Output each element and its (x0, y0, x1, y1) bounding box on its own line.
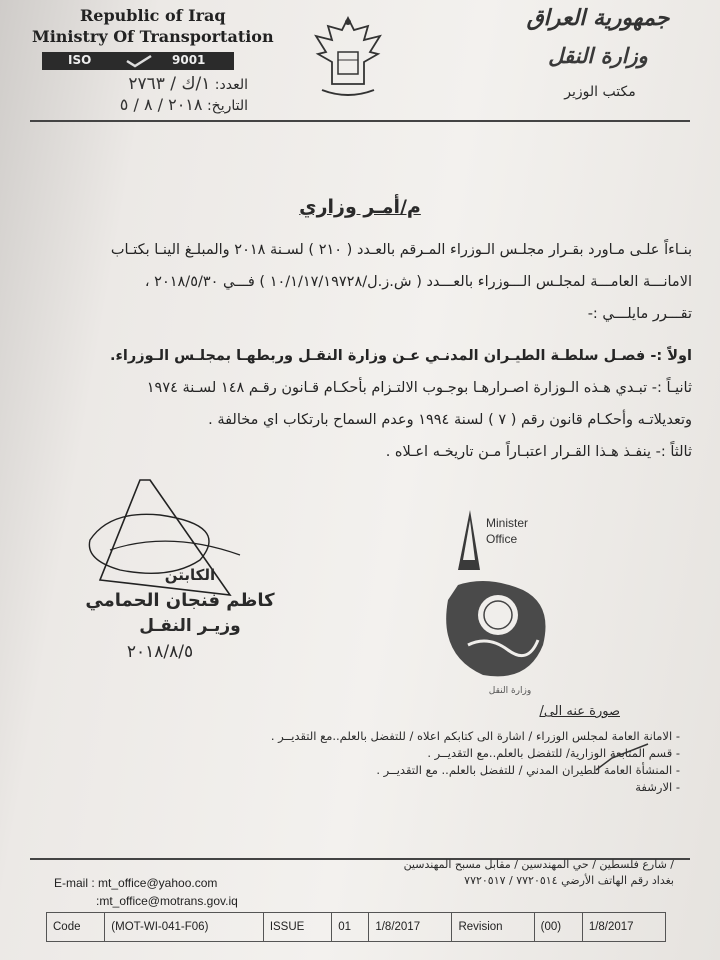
issue-label: ISSUE (263, 912, 331, 942)
copies-item-4: - الارشفة (635, 780, 680, 794)
revision-date: 1/8/2017 (582, 912, 665, 942)
header-country-en: Republic of Iraq (80, 6, 226, 25)
header-country-ar: جمهورية العراق (526, 6, 670, 31)
signature-date: ٢٠١٨/٨/٥ (126, 642, 194, 662)
signatory-name: كاظم فنجان الحمامي (85, 590, 275, 611)
email-primary: mt_office@yahoo.com (98, 876, 218, 890)
iso-band (42, 52, 234, 70)
copies-heading: صورة عنه الى/ (539, 704, 620, 719)
reference-number: ١/ك / ٢٧٦٣ (128, 74, 211, 94)
reference-label: العدد: (214, 77, 248, 93)
revision-value: (00) (534, 912, 582, 942)
header-divider (30, 120, 690, 122)
footer-email-row (54, 876, 217, 890)
iraq-emblem-icon (308, 12, 388, 102)
order-item-1: اولاً :- فصـل سلطـة الطيـران المدنـي عـن وزارة النقـل وربطهـا بمجلـس الـوزراء. (110, 348, 692, 364)
footer-address-line-2: بغداد رقم الهاتف الأرضي ٧٧٢٠٥١٤ / ٧٧٢٠٥١٧ (464, 874, 674, 887)
copies-item-1: - الامانة العامة لمجلس الوزراء / اشارة الى كتابكم اعلاه / للتفضل بالعلم..مع التقديــر . (270, 729, 680, 743)
issue-date: 1/8/2017 (369, 912, 452, 942)
revision-label: Revision (452, 912, 534, 942)
code-value: (MOT-WI-041-F06) (105, 912, 264, 942)
code-label: Code (47, 912, 105, 942)
footer-address-line-1: / شارع فلسطين / حي المهندسين / مقابل مسبح المهندسين (403, 858, 674, 871)
stamp-line-1: Minister (486, 516, 529, 530)
copies-item-3: - المنشأة العامة للطيران المدني / للتفضل بالعلم.. مع التقديــر . (376, 763, 680, 777)
order-item-2-line-1: ثانيـاً :- تبـدي هـذه الـوزارة اصـرارهـا بوجـوب الالتـزام بأحكـام قـانون رقـم ١٤٨ لسـنة ١٩٧٤ (146, 380, 692, 396)
header-ministry-en: Ministry Of Transportation (32, 27, 274, 46)
date-label: التاريخ: (206, 98, 248, 114)
date-row (78, 95, 248, 114)
iso-check-icon (124, 54, 154, 68)
header-ministry-ar: وزارة النقل (548, 44, 648, 68)
stamp-text-ar: وزارة النقل (488, 686, 532, 696)
reference-row (68, 74, 248, 94)
iso-right-label: 9001 (172, 53, 206, 67)
order-item-3: ثالثاً :- ينفـذ هـذا القـرار اعتبـاراً مـن تاريخـه اعـلاه . (385, 444, 692, 460)
order-item-2-line-2: وتعديلاتـه وأحكـام قانون رقم ( ٧ ) لسنة ١٩٩٤ وعدم السماح بارتكاب اي مخالفة . (208, 412, 692, 428)
paragraph-line-1: بنـاءاً علـى مـاورد بقـرار مجلـس الـوزراء المـرقم بالعـدد ( ٢١٠ ) لسـنة ٢٠١٨ والمبلـغ الينـا بكتـاب (110, 242, 692, 258)
iso-left-label: ISO (68, 53, 92, 67)
date-value: ٢٠١٨ / ٨ / ٥ (119, 95, 203, 114)
order-title: م/أمـر وزاري (299, 196, 421, 218)
header-office-ar: مكتب الوزير (564, 84, 636, 100)
signatory-title: الكابتن (164, 566, 216, 584)
paragraph-line-2: الامانـــة العامـــة لمجلـس الـــوزراء بالعـــدد ( ش.ز.ل/١٠/١/١٧/١٩٧٢٨ ) فـــي ٢٠١٨/٥/٣٠ ، (144, 274, 692, 290)
paragraph-line-3: تقـــرر مايلـــي :- (587, 306, 692, 322)
email-label: E-mail : (54, 876, 95, 890)
issue-value: 01 (332, 912, 369, 942)
document-code-table (46, 898, 666, 942)
stamp-line-2: Office (486, 532, 518, 546)
copies-item-2: - قسم المتابعة الوزارية/ للتفضل بالعلم..مع التقديــر . (427, 746, 680, 760)
signatory-position: وزيـر النقـل (139, 616, 241, 636)
copies-checkmark-icon (592, 740, 652, 780)
email-secondary: :mt_office@motrans.gov.iq (96, 894, 238, 908)
